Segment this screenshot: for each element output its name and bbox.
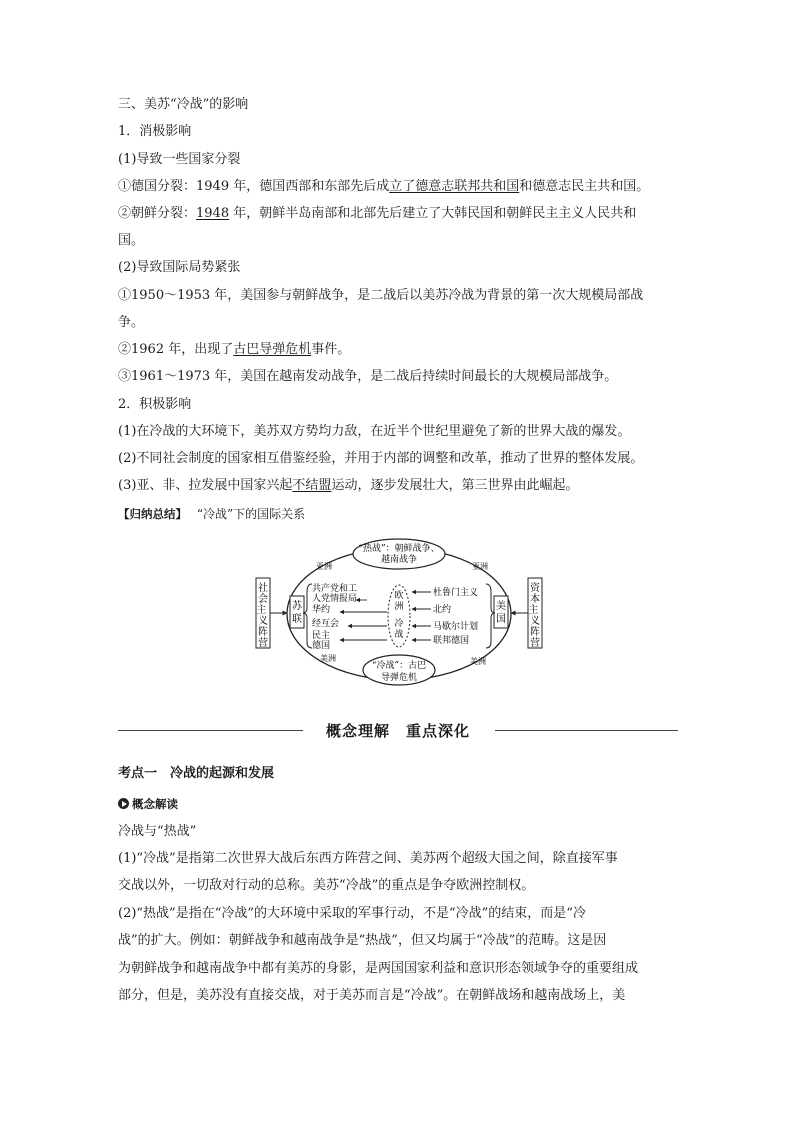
kaodian-heading: 考点一 冷战的起源和发展 [118, 766, 275, 781]
top-line-2: 越南战争 [380, 555, 418, 565]
summary-line [118, 505, 305, 523]
positive-impact-title: 2．积极影响 [118, 397, 192, 412]
cold-hot-p2d: 部分，但是，美苏没有直接交战，对于美苏而言是“冷战”。在朝鲜战场和越南战场上，美 [118, 988, 626, 1003]
p3-underlined: 不结盟 [292, 478, 332, 493]
america-right-label: 美洲 [470, 657, 486, 666]
cold-hot-p2b: 战”的扩大。例如：朝鲜战争和越南战争是“热战”，但又均属于“冷战”的范畴。这是因 [118, 933, 607, 948]
p3-pre: (3)亚、非、拉发展中国家兴起 [118, 478, 293, 493]
usa-item-nato: 北约 [433, 605, 452, 615]
right-camp-text: 资本主 义阵营 [528, 583, 540, 649]
ussr-item-cominform-2: 人党情报局 [312, 594, 358, 604]
asia-right-label: 亚洲 [472, 562, 488, 571]
center-cold-war-label: 冷战 [394, 619, 404, 640]
subheading-split: (1)导致一些国家分裂 [118, 152, 241, 167]
cold-hot-p1a: (1)“冷战”是指第二次世界大战后东西方阵营之间、美苏两个超级大国之间，除直接军事 [118, 851, 618, 866]
cold-hot-p1b: 交战以外，一切敌对行动的总称。美苏“冷战”的重点是争夺欧洲控制权。 [118, 878, 535, 893]
positive-p1: (1)在冷战的大环境下，美苏双方势均力敌，在近半个世纪里避免了新的世界大战的爆发。 [118, 424, 631, 439]
play-icon [118, 798, 129, 809]
germany-split-line [118, 178, 649, 196]
germany-pre: ①德国分裂：1949 年，德国西部和东部先后成 [118, 179, 390, 194]
subheading-tension: (2)导致国际局势紧张 [118, 260, 241, 275]
korea-split-cont: 国。 [118, 233, 145, 248]
bottom-line-2: 导弹危机 [380, 673, 418, 683]
summary-tag: 【归纳总结】 [118, 507, 187, 521]
cuba-underlined: 古巴导弹危机 [233, 342, 312, 357]
korea-split-line [118, 205, 636, 223]
europe-label: 欧洲 [394, 591, 404, 612]
cold-hot-p2c: 为朝鲜战争和越南战争中都有美苏的身影，是两国国家利益和意识形态领域争夺的重要组成 [118, 961, 639, 976]
positive-p3 [118, 477, 578, 495]
ussr-item-comecon: 经互会 [312, 619, 340, 629]
section-title: 概念理解 重点深化 [325, 722, 470, 740]
cuba-crisis-line [118, 341, 350, 359]
korea-underlined: 1948 [196, 206, 230, 221]
p3-post: 运动，逐步发展壮大，第三世界由此崛起。 [331, 478, 579, 493]
cold-war-diagram [254, 534, 544, 694]
concept-tag-line [118, 795, 178, 814]
cuba-post: 事件。 [311, 342, 351, 357]
germany-post: 和德意志民主共和国。 [519, 179, 650, 194]
ussr-item-warsaw: 华约 [312, 605, 331, 615]
korea-pre: ②朝鲜分裂： [118, 206, 197, 221]
positive-p2: (2)不同社会制度的国家相互借鉴经验，并用于内部的调整和改革，推动了世界的整体发展。 [118, 451, 644, 466]
usa-item-truman: 杜鲁门主义 [433, 588, 479, 598]
ussr-item-gdr-1: 民主 [312, 631, 331, 641]
usa-item-frg: 联邦德国 [433, 636, 470, 646]
top-line-1: “热战”：朝鲜战争、 [358, 544, 440, 554]
usa-item-marshall: 马歇尔计划 [433, 622, 479, 632]
asia-left-label: 亚洲 [316, 562, 332, 571]
korean-war-line: ①1950～1953 年，美国参与朝鲜战争，是二战后以美苏冷战为背景的第一次大规模局部战 [118, 288, 644, 303]
korean-war-cont: 争。 [118, 315, 145, 330]
ussr-item-cominform-1: 共产党和工 [312, 584, 358, 594]
ussr-item-gdr-2: 德国 [312, 641, 331, 651]
bottom-line-1: “冷战”：古巴 [371, 661, 427, 671]
summary-text: “冷战”下的国际关系 [196, 507, 306, 521]
negative-impact-title: 1．消极影响 [118, 124, 192, 139]
section-heading: 三、美苏“冷战”的影响 [118, 97, 249, 112]
left-camp-text: 社会主 义阵营 [256, 583, 268, 649]
title-rule-right [495, 730, 678, 731]
korea-post: 年，朝鲜半岛南部和北部先后建立了大韩民国和朝鲜民主主义人民共和 [229, 206, 637, 221]
cuba-pre: ②1962 年，出现了 [118, 342, 234, 357]
ussr-label: 苏联 [292, 601, 302, 625]
vietnam-war-line: ③1961～1973 年，美国在越南发动战争，是二战后持续时间最长的大规模局部战争。 [118, 369, 618, 384]
cold-hot-title: 冷战与“热战” [118, 824, 197, 839]
concept-tag: 概念解读 [132, 797, 178, 811]
germany-underlined: 立了德意志联邦共和国 [389, 179, 520, 194]
america-left-label: 美洲 [320, 654, 336, 663]
section-title-bar [118, 720, 678, 742]
cold-hot-p2a: (2)“热战”是指在“冷战”的大环境中采取的军事行动，不是“冷战”的结束，而是“冷 [118, 906, 586, 921]
usa-label: 美国 [496, 601, 506, 625]
